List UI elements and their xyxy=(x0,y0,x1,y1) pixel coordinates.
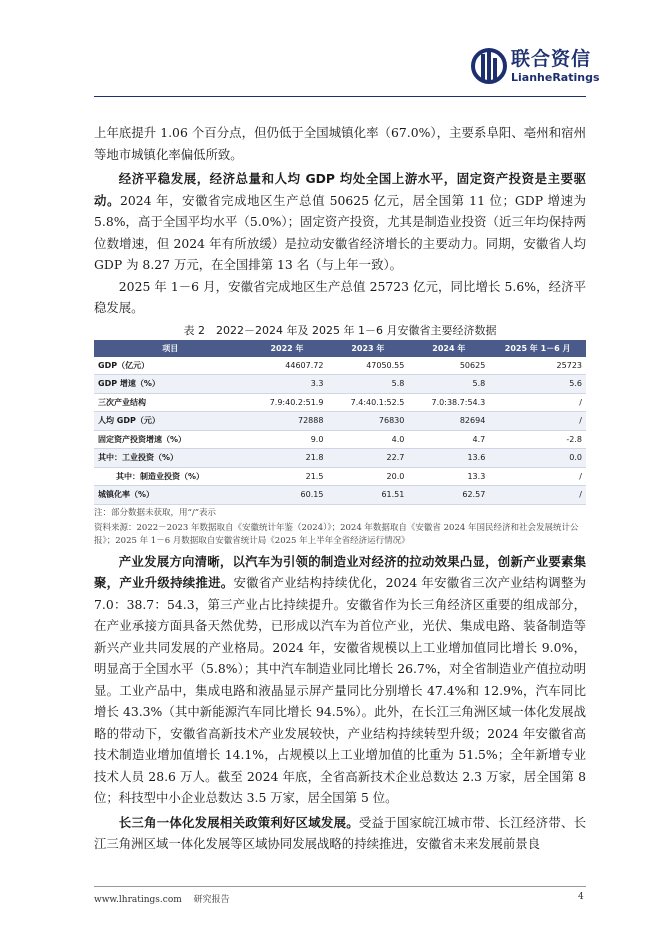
paragraph-industry-lead: 产业发展方向清晰，以汽车为引领的制造业对经济的拉动效果凸显，创新产业要素集聚，产业升级持续推进。 xyxy=(94,553,586,590)
table-row-label: 人均 GDP（元） xyxy=(94,412,247,431)
paragraph-industry xyxy=(94,551,586,809)
table-cell: 5.8 xyxy=(327,375,408,394)
table-row-label: 城镇化率（%） xyxy=(94,486,247,505)
header-divider xyxy=(94,96,586,97)
table-cell: 13.6 xyxy=(408,449,489,468)
table-cell: 25723 xyxy=(489,357,586,375)
table-row xyxy=(94,449,586,468)
paragraph-h1-2025: 2025 年 1－6 月，安徽省完成地区生产总值 25723 亿元，同比增长 5.6%，经济平稳发展。 xyxy=(94,278,586,315)
table-cell: 47050.55 xyxy=(327,357,408,375)
table-cell: 60.15 xyxy=(247,486,328,505)
table-header-cell: 2023 年 xyxy=(327,340,408,357)
table-cell: 5.6 xyxy=(489,375,586,394)
table-cell: 76830 xyxy=(327,412,408,431)
table-header-cell: 项目 xyxy=(94,340,247,357)
economic-data-table xyxy=(94,340,586,505)
table-row-label: 其中：制造业投资（%） xyxy=(94,467,247,486)
table-cell: 82694 xyxy=(408,412,489,431)
table-row-label: 三次产业结构 xyxy=(94,393,247,412)
paragraph-yrd-lead: 长三角一体化发展相关政策利好区域发展。 xyxy=(118,814,359,830)
table-cell: 61.51 xyxy=(327,486,408,505)
table-cell: 0.0 xyxy=(489,449,586,468)
table-row xyxy=(94,375,586,394)
table-row-label: 固定资产投资增速（%） xyxy=(94,430,247,449)
footer-website: www.lhratings.com 研究报告 xyxy=(94,895,230,905)
table-cell: 7.4:40.1:52.5 xyxy=(327,393,408,412)
table-note: 注：部分数据未获取，用“/”表示 xyxy=(94,507,217,518)
table-header-cell: 2022 年 xyxy=(247,340,328,357)
table-row-label: 其中：工业投资（%） xyxy=(94,449,247,468)
table-cell: / xyxy=(489,467,586,486)
table-cell: 4.7 xyxy=(408,430,489,449)
report-body xyxy=(94,122,586,855)
table-cell: 7.0:38.7:54.3 xyxy=(408,393,489,412)
table-row xyxy=(94,393,586,412)
table-row xyxy=(94,430,586,449)
table-row xyxy=(94,357,586,375)
table-cell: / xyxy=(489,412,586,431)
table-row-label: GDP（亿元） xyxy=(94,357,247,375)
table-row xyxy=(94,412,586,431)
table-cell: / xyxy=(489,486,586,505)
logo-chinese-name: 联合资信 xyxy=(511,48,592,70)
table-cell: 22.7 xyxy=(327,449,408,468)
paragraph-yrd-body: 受益于国家皖江城市带、长江经济带、长江三角洲区域一体化发展等区域协同发展战略的持续推进，安徽省未来发展前景良 xyxy=(94,814,587,851)
paragraph-industry-body: 安徽省产业结构持续优化，2024 年安徽省三次产业结构调整为 7.0：38.7：54.3，第三产业占比持续提升。安徽省作为长三角经济区重要的组成部分，在产业承接方面具备天然优势，已形成以汽车为首位产业，光伏、集成电路、装备制造等新兴产业共同发展的产业格局。2024 年，安徽省规模以上工业增加值同比增长 9.0%，明显高于全国水平（5.8%）；其中汽车制造业同比增长 26.7%，对全省制造业产值拉动明显。工业产品中，集成电路和液晶显示屏产量同比分别增长 47.4%和 12.9%，汽车同比增长 43.3%（其中新能源汽车同比增长 94.5%）。此外，在长江三角洲区域一体化发展战略的带动下，安徽省高新技术产业发展较快，产业结构持续转型升级；2024 年安徽省高技术制造业增加值增长 14.1%，占规模以上工业增加值的比重为 51.5%；全年新增专业技术人员 28.6 万人。截至 2024 年底，全省高新技术企业总数达 2.3 万家，居全国第 8 位；科技型中小企业总数达 3.5 万家，居全国第 5 位。 xyxy=(94,575,586,805)
table-header-cell: 2024 年 xyxy=(408,340,489,357)
table-cell: 21.8 xyxy=(247,449,328,468)
table-cell: 21.5 xyxy=(247,467,328,486)
table-cell: 3.3 xyxy=(247,375,328,394)
lianhe-logo-icon xyxy=(471,46,507,86)
table-cell: / xyxy=(489,393,586,412)
table-cell: 4.0 xyxy=(327,430,408,449)
lianhe-logo xyxy=(471,44,601,90)
table-row xyxy=(94,467,586,486)
table-header-row xyxy=(94,340,586,357)
table-cell: -2.8 xyxy=(489,430,586,449)
logo-english-name: LianheRatings xyxy=(511,71,600,84)
table-caption: 表 2 2022－2024 年及 2025 年 1－6 月安徽省主要经济数据 xyxy=(183,323,497,337)
table-cell: 50625 xyxy=(408,357,489,375)
table-cell: 7.9:40.2:51.9 xyxy=(247,393,328,412)
table-cell: 9.0 xyxy=(247,430,328,449)
table-cell: 44607.72 xyxy=(247,357,328,375)
footer-divider xyxy=(94,886,586,887)
table-header-cell: 2025 年 1－6 月 xyxy=(489,340,586,357)
table-cell: 5.8 xyxy=(408,375,489,394)
table-cell: 13.3 xyxy=(408,467,489,486)
paragraph-economy xyxy=(94,168,586,276)
table-source: 资料来源：2022－2023 年数据取自《安徽统计年鉴（2024）》；2024 年数据取自《安徽省 2024 年国民经济和社会发展统计公报》；2025 年 1－6 月数据取自安徽省统计局《2025 年上半年全省经济运行情况》 xyxy=(94,522,579,546)
table-cell: 62.57 xyxy=(408,486,489,505)
paragraph-urbanization: 上年底提升 1.06 个百分点，但仍低于全国城镇化率（67.0%），主要系阜阳、亳州和宿州等地市城镇化率偏低所致。 xyxy=(94,125,586,162)
table-cell: 72888 xyxy=(247,412,328,431)
page-number: 4 xyxy=(578,892,584,902)
paragraph-economy-lead: 经济平稳发展，经济总量和人均 GDP 均处全国上游水平，固定资产投资是主要驱动。 xyxy=(94,171,586,208)
paragraph-economy-body: 2024 年，安徽省完成地区生产总值 50625 亿元，居全国第 11 位；GDP 增速为 5.8%，高于全国平均水平（5.0%）；固定资产投资，尤其是制造业投资（近三年均保持两位数增速，但 2024 年有所放缓）是拉动安徽省经济增长的主要动力。同期，安徽省人均 GDP 为 8.27 万元，在全国排第 13 名（与上年一致）。 xyxy=(94,192,586,272)
table-cell: 20.0 xyxy=(327,467,408,486)
table-row xyxy=(94,486,586,505)
paragraph-yrd xyxy=(94,812,586,855)
table-row-label: GDP 增速（%） xyxy=(94,375,247,394)
